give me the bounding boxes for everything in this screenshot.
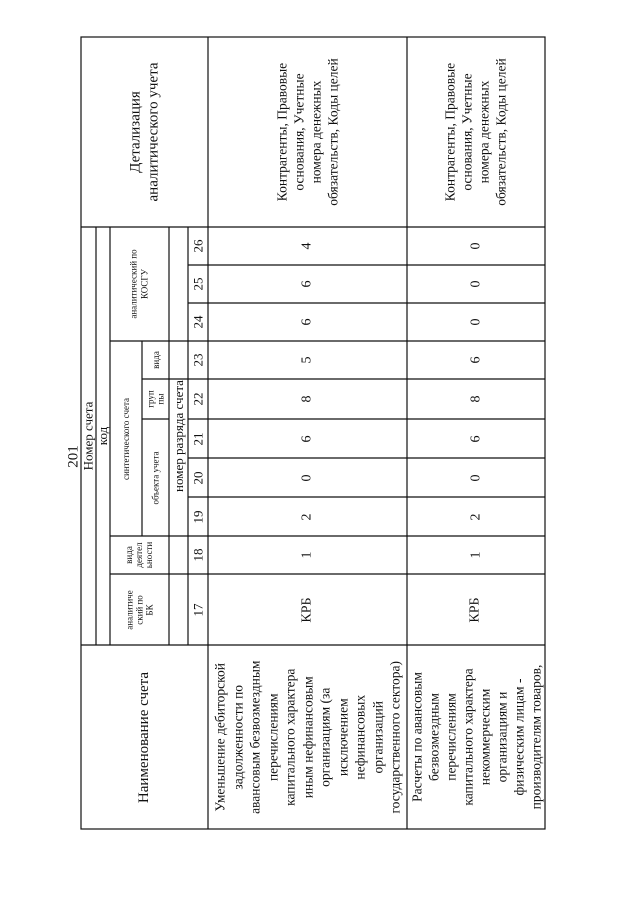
digit-header-22: 22 <box>190 392 205 406</box>
row-1-code-20: 0 <box>299 474 315 481</box>
row-1-code-25: 6 <box>299 280 315 288</box>
header-account-number: Номер счета <box>80 401 96 471</box>
page-number: 201 <box>65 445 82 468</box>
digit-header-25: 25 <box>190 277 205 291</box>
digit-header-24: 24 <box>190 315 205 329</box>
row-2-code-17: КРБ <box>467 596 483 623</box>
row-1-code-21: 6 <box>299 435 315 442</box>
header-detail: Детализация аналитического учета <box>127 62 162 202</box>
digit-header-26: 26 <box>190 239 205 253</box>
header-code: код <box>95 426 110 446</box>
row-2-account-name: Расчеты по авансовым безвозмездным перечислениям капитального характера некоммерческим организациям и физическим лицам - производителям товаров, <box>409 664 543 810</box>
digit-header-21: 21 <box>190 432 205 445</box>
row-2-code-21: 6 <box>468 435 483 442</box>
header-group: груп пы <box>145 390 166 408</box>
row-2-code-20: 0 <box>468 474 483 481</box>
header-analytic-bk: аналитиче ский по БК <box>124 589 155 630</box>
digit-header-17: 17 <box>190 603 205 616</box>
row-2-code-23: 6 <box>468 356 483 364</box>
row-2-code-24: 0 <box>468 318 483 326</box>
row-1-code-24: 6 <box>299 318 315 326</box>
row-1-code-26: 4 <box>299 242 315 250</box>
row-1-detail: Контрагенты, Правовые основания, Учетные номера денежных обязательств, Коды целей <box>274 58 341 206</box>
row-1-code-23: 5 <box>299 356 315 364</box>
digit-header-19: 19 <box>190 510 205 523</box>
row-1-code-18: 1 <box>299 551 315 559</box>
row-1-account-name: Уменьшение дебиторской задолженности по авансовым безвозмездным перечислениям капитального характера иным нефинансовым организациям (за исключением нефинансовых организаций государственного сектора) <box>212 660 403 814</box>
row-2-code-26: 0 <box>468 242 483 250</box>
header-activity-type: вида деятел ьности <box>124 541 155 569</box>
digit-header-20: 20 <box>190 471 205 484</box>
header-account-name: Наименование счета <box>136 671 152 803</box>
row-1-code-17: КРБ <box>299 596 315 623</box>
header-digit-number: номер разряда счета <box>170 380 186 492</box>
row-2-code-19: 2 <box>468 513 483 520</box>
digit-header-18: 18 <box>190 548 205 562</box>
header-object: объекта учета <box>150 450 161 505</box>
header-analytic-kosgu: аналитический по КОСГУ <box>128 249 150 319</box>
digit-header-23: 23 <box>190 353 205 367</box>
header-kind: вида <box>150 351 161 369</box>
row-1-code-19: 2 <box>299 513 315 520</box>
row-2-code-25: 0 <box>468 280 483 288</box>
row-1-code-22: 8 <box>299 395 315 403</box>
row-2-code-22: 8 <box>468 395 483 403</box>
row-2-detail: Контрагенты, Правовые основания, Учетные номера денежных обязательств, Коды целей <box>443 58 510 206</box>
header-synthetic-account: синтетического счета <box>121 397 131 480</box>
row-2-code-18: 1 <box>468 551 483 559</box>
